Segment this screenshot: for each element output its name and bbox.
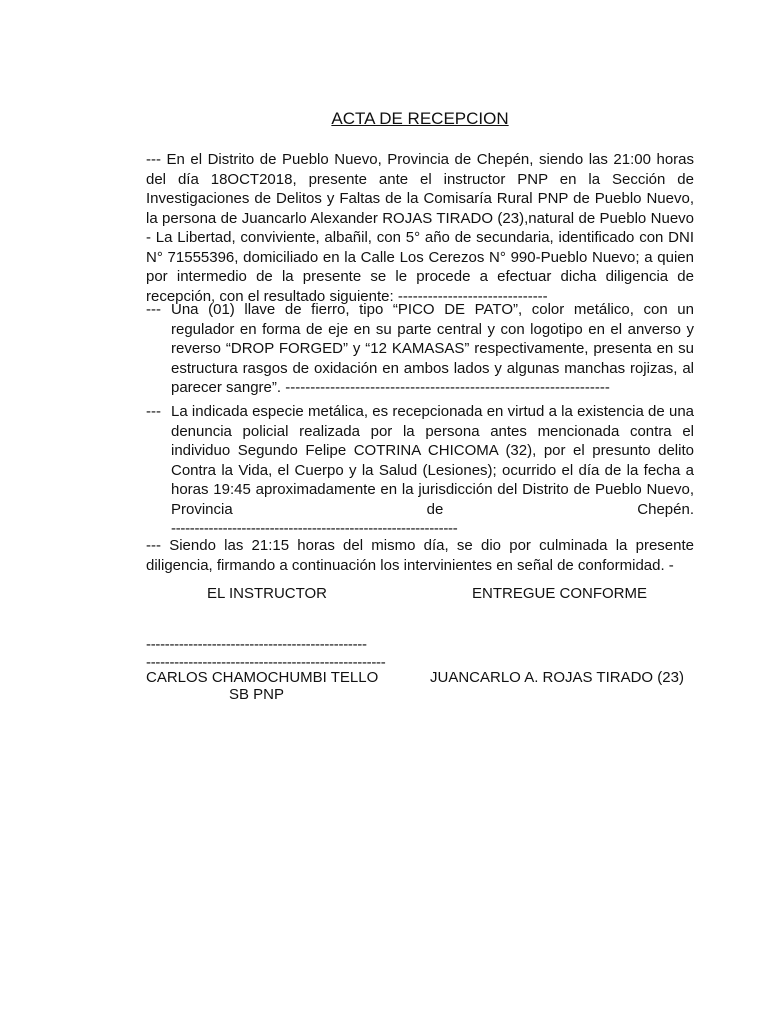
item-description [146, 300, 694, 398]
item-reception-dashes: ------------------------------------------------------------- [171, 520, 458, 537]
instructor-rank: SB PNP [229, 686, 285, 703]
instructor-name: CARLOS CHAMOCHUMBI TELLO [146, 669, 379, 686]
instructor-heading: EL INSTRUCTOR [207, 585, 328, 602]
item-description-lead: --- [146, 301, 161, 318]
document-title: ACTA DE RECEPCION [331, 109, 509, 128]
item-reception-reason [146, 402, 694, 539]
signature-line-1: ----------------------------------------------- [146, 636, 367, 653]
receiver-name: JUANCARLO A. ROJAS TIRADO (23) [430, 669, 684, 686]
conformity-heading: ENTREGUE CONFORME [472, 585, 648, 602]
item-reception-lead: --- [146, 403, 161, 420]
item-reception-text: La indicada especie metálica, es recepcionada en virtud a la existencia de una denuncia policial realizada por la persona antes mencionada contra el individuo Segundo Felipe COTRINA CHICOMA (32), por el presunto delito Contra la Vida, el Cuerpo y la Salud (Lesiones); ocurrido el día de la fecha a horas 19:45 aproximadamente en la jurisdicción del Distrito de Pueblo Nuevo, Provincia de Chepén. [171, 403, 694, 518]
signature-line-2: --------------------------------------------------- [146, 654, 386, 671]
item-description-text: Una (01) llave de fierro, tipo “PICO DE PATO”, color metálico, con un regulador en forma de eje en su parte central y con logotipo en el anverso y reverso “DROP FORGED” y “12 KAMASAS” respectivamente, presenta en su estructura rasgos de oxidación en ambos lados y algunas manchas rojizas, al parecer sangre”. ----------------------------------------------------------------- [171, 301, 694, 396]
closing-paragraph: --- Siendo las 21:15 horas del mismo día, se dio por culminada la presente diligencia, firmando a continuación los intervinientes en señal de conformidad. - [146, 537, 694, 574]
intro-paragraph: --- En el Distrito de Pueblo Nuevo, Provincia de Chepén, siendo las 21:00 horas del día 18OCT2018, presente ante el instructor PNP en la Sección de Investigaciones de Delitos y Faltas de la Comisaría Rural PNP de Pueblo Nuevo, la persona de Juancarlo Alexander ROJAS TIRADO (23),natural de Pueblo Nuevo - La Libertad, conviviente, albañil, con 5° año de secundaria, identificado con DNI N° 71555396, domiciliado en la Calle Los Cerezos N° 990-Pueblo Nuevo; a quien por intermedio de la presente se le procede a efectuar dicha diligencia de recepción, con el resultado siguiente: ------------------------------ [146, 151, 694, 305]
